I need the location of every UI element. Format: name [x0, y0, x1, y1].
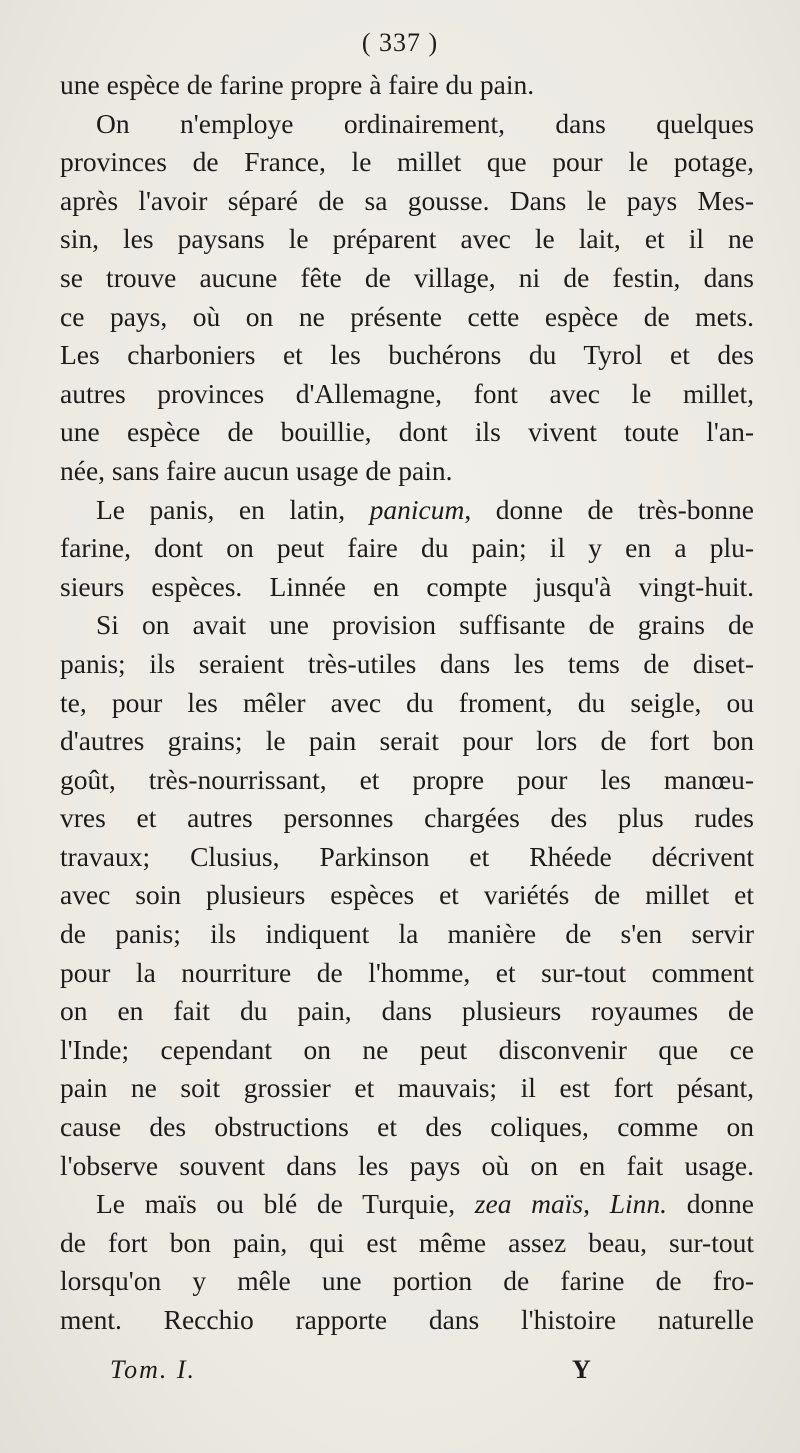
text-line: une espèce de farine propre à faire du pain.	[60, 69, 535, 100]
text-line: Le maïs ou blé de Turquie, zea maïs, Linn. donne	[96, 1188, 754, 1220]
text-line: sin, les paysans le préparent avec le lait, et il ne	[60, 223, 754, 255]
text-line: de fort bon pain, qui est même assez beau, sur-tout	[60, 1226, 754, 1258]
text-line: panis; ils seraient très-utiles dans les tems de diset-	[60, 647, 754, 679]
text-line: on en fait du pain, dans plusieurs royaumes de	[60, 995, 754, 1027]
text-line: farine, dont on peut faire du pain; il y en a plu-	[60, 532, 754, 564]
text-line: l'observe souvent dans les pays où on en fait usage.	[60, 1149, 754, 1181]
text-line: te, pour les mêler avec du froment, du seigle, ou	[60, 686, 754, 718]
volume-label: Tom. I.	[110, 1355, 197, 1384]
text-line: vres et autres personnes chargées des plus rudes	[60, 802, 754, 834]
body-text	[60, 66, 754, 1340]
text-line: cause des obstructions et des coliques, comme on	[60, 1111, 754, 1143]
text-line: une espèce de bouillie, dont ils vivent toute l'an-	[60, 416, 754, 448]
text-line: ce pays, où on ne présente cette espèce de mets.	[60, 300, 754, 332]
text-line: sieurs espèces. Linnée en compte jusqu'à vingt-huit.	[60, 570, 754, 602]
text-line: d'autres grains; le pain serait pour lors de fort bon	[60, 725, 754, 757]
text-line: On n'employe ordinairement, dans quelques	[96, 107, 754, 139]
text-line: pour la nourriture de l'homme, et sur-tout comment	[60, 956, 754, 988]
text-line: Les charboniers et les buchérons du Tyrol et des	[60, 339, 754, 371]
text-line: de panis; ils indiquent la manière de s'en servir	[60, 918, 754, 950]
text-line: née, sans faire aucun usage de pain.	[60, 454, 453, 486]
text-line: après l'avoir séparé de sa gousse. Dans le pays Mes-	[60, 184, 754, 216]
text-line: Si on avait une provision suffisante de grains de	[96, 609, 754, 641]
text-line: Le panis, en latin, panicum, donne de très-bonne	[96, 493, 754, 525]
text-line: lorsqu'on y mêle une portion de farine de fro-	[60, 1265, 754, 1297]
page-footer	[0, 1355, 800, 1395]
text-line: l'Inde; cependant on ne peut disconvenir que ce	[60, 1033, 754, 1065]
text-line: travaux; Clusius, Parkinson et Rhéede décrivent	[60, 840, 754, 872]
signature-mark: Y	[572, 1355, 591, 1384]
page-number: ( 337 )	[361, 28, 439, 57]
text-line: avec soin plusieurs espèces et variétés de millet et	[60, 879, 754, 911]
text-line: se trouve aucune fête de village, ni de festin, dans	[60, 261, 754, 293]
text-line: goût, très-nourrissant, et propre pour les manœu-	[60, 763, 754, 795]
text-line: provinces de France, le millet que pour le potage,	[60, 146, 754, 178]
text-line: ment. Recchio rapporte dans l'histoire naturelle	[60, 1304, 754, 1335]
text-line: pain ne soit grossier et mauvais; il est fort pésant,	[60, 1072, 754, 1104]
text-line: autres provinces d'Allemagne, font avec le millet,	[60, 377, 754, 409]
